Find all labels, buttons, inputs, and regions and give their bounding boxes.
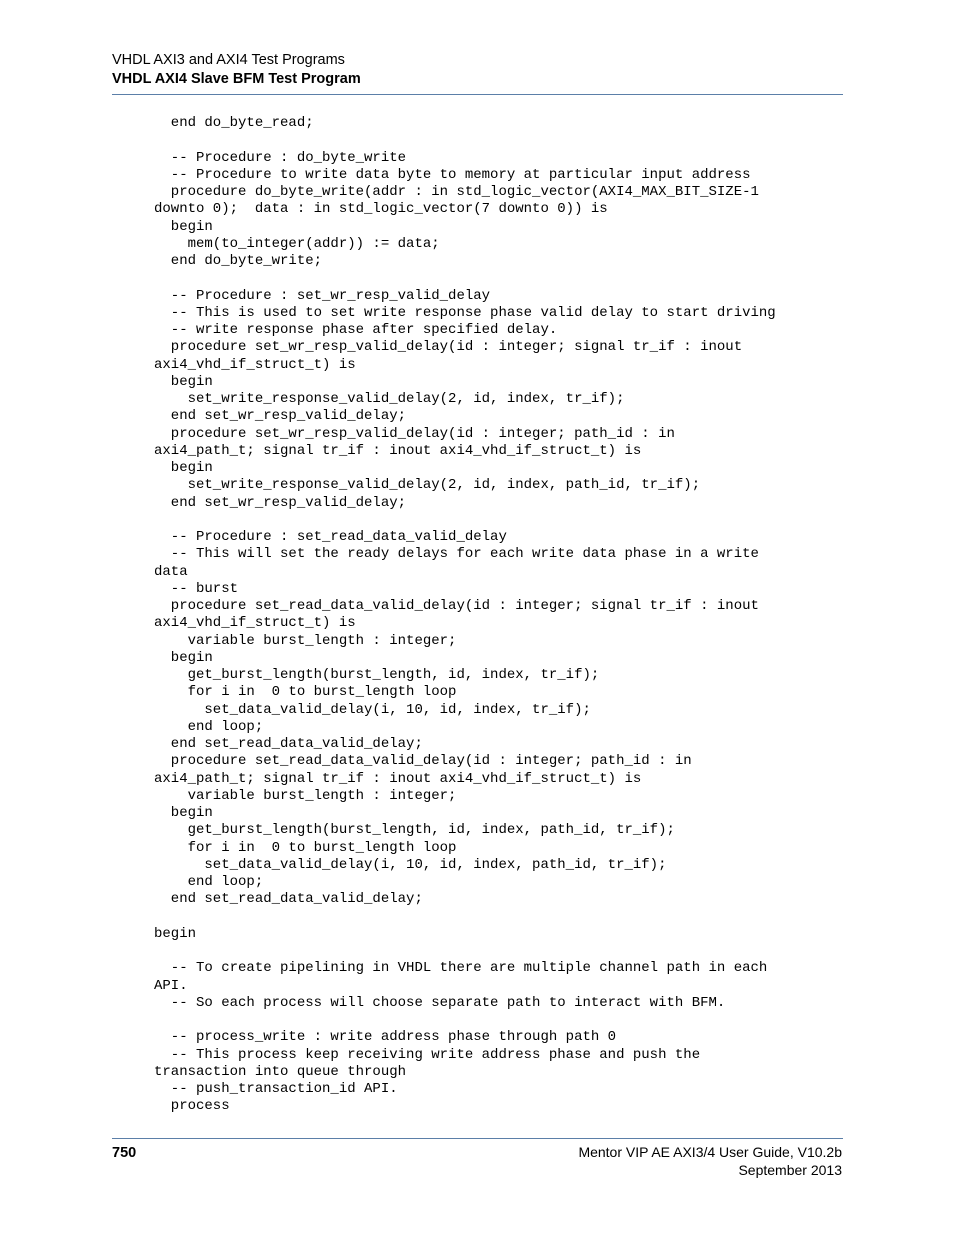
code-line: for i in 0 to burst_length loop (154, 684, 457, 701)
code-line: -- Procedure : do_byte_write (154, 149, 407, 166)
code-line: variable burst_length : integer; (154, 632, 457, 649)
code-line: set_data_valid_delay(i, 10, id, index, path_id, tr_if); (154, 856, 667, 873)
code-line: get_burst_length(burst_length, id, index, tr_if); (154, 667, 600, 683)
code-line: end set_read_data_valid_delay; (154, 891, 423, 908)
running-header (112, 51, 843, 89)
code-line: variable burst_length : integer; (154, 787, 457, 804)
section-title: VHDL AXI4 Slave BFM Test Program (112, 71, 361, 87)
code-line: set_data_valid_delay(i, 10, id, index, tr_if); (154, 701, 591, 718)
code-line: data (154, 563, 188, 580)
code-line: -- Procedure : set_read_data_valid_delay (154, 529, 507, 545)
code-line: -- process_write : write address phase through path 0 (154, 1029, 617, 1046)
code-line: process (154, 1098, 230, 1115)
code-line: end do_byte_read; (154, 115, 314, 131)
code-line: end set_wr_resp_valid_delay; (154, 408, 407, 425)
code-line: procedure set_wr_resp_valid_delay(id : integer; signal tr_if : inout (154, 339, 743, 356)
code-line: axi4_vhd_if_struct_t) is (154, 615, 356, 632)
code-listing (154, 115, 776, 1116)
publication-date: September 2013 (738, 1161, 842, 1178)
code-line: set_write_response_valid_delay(2, id, index, tr_if); (154, 391, 625, 407)
chapter-title: VHDL AXI3 and AXI4 Test Programs (112, 52, 345, 68)
code-line: begin (154, 218, 213, 235)
code-line: -- Procedure : set_wr_resp_valid_delay (154, 287, 491, 304)
code-line: end set_wr_resp_valid_delay; (154, 494, 407, 511)
code-line: procedure set_wr_resp_valid_delay(id : integer; path_id : in (154, 425, 675, 442)
code-line: get_burst_length(burst_length, id, index, path_id, tr_if); (154, 822, 675, 839)
code-line: -- This will set the ready delays for each write data phase in a write (154, 546, 759, 563)
code-line: begin (154, 373, 213, 390)
code-line: -- write response phase after specified delay. (154, 322, 558, 338)
code-line: -- Procedure to write data byte to memory at particular input address (154, 166, 751, 183)
code-line: set_write_response_valid_delay(2, id, index, path_id, tr_if); (154, 477, 701, 494)
code-line: for i in 0 to burst_length loop (154, 839, 457, 856)
code-line: begin (154, 649, 213, 666)
code-line: axi4_path_t; signal tr_if : inout axi4_vhd_if_struct_t) is (154, 770, 642, 787)
code-line: axi4_path_t; signal tr_if : inout axi4_vhd_if_struct_t) is (154, 442, 642, 459)
code-line: -- To create pipelining in VHDL there are multiple channel path in each (154, 960, 768, 977)
code-line: begin (154, 805, 213, 821)
code-line: procedure do_byte_write(addr : in std_logic_vector(AXI4_MAX_BIT_SIZE-1 (154, 184, 759, 200)
document-title: Mentor VIP AE AXI3/4 User Guide, V10.2b (578, 1144, 842, 1160)
code-line: axi4_vhd_if_struct_t) is (154, 356, 356, 373)
header-rule (112, 94, 843, 95)
footer-info (578, 1144, 842, 1179)
code-line: end do_byte_write; (154, 253, 323, 269)
page-number: 750 (112, 1145, 137, 1161)
code-line: end loop; (154, 718, 264, 735)
code-line: begin (154, 925, 197, 942)
code-line: transaction into queue through (154, 1063, 407, 1080)
code-line: -- This process keep receiving write address phase and push the (154, 1046, 701, 1063)
code-line: -- push_transaction_id API. (154, 1081, 398, 1097)
code-line: API. (154, 977, 188, 994)
code-line: -- burst (154, 580, 239, 597)
code-line: -- This is used to set write response phase valid delay to start driving (154, 304, 776, 321)
code-line: end loop; (154, 874, 264, 890)
code-line: procedure set_read_data_valid_delay(id : integer; path_id : in (154, 753, 692, 770)
code-line: end set_read_data_valid_delay; (154, 736, 423, 752)
code-line: downto 0); data : in std_logic_vector(7 downto 0)) is (154, 201, 608, 218)
code-line: begin (154, 460, 213, 476)
code-line: mem(to_integer(addr)) := data; (154, 235, 440, 252)
footer-rule (112, 1138, 843, 1139)
code-line: -- So each process will choose separate path to interact with BFM. (154, 994, 726, 1011)
code-line: procedure set_read_data_valid_delay(id : integer; signal tr_if : inout (154, 598, 759, 614)
